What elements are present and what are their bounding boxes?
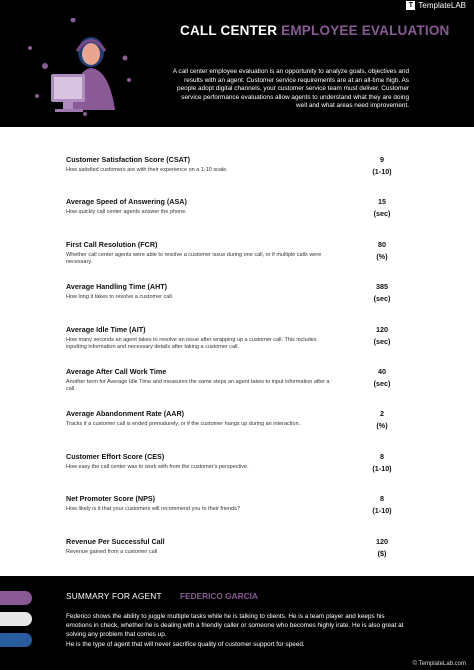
metric-description: How easy the call center was to work with from the customer's perspective. bbox=[66, 464, 249, 470]
footer-credit: © TemplateLab.com bbox=[412, 661, 466, 667]
metric-unit: (%) bbox=[376, 421, 388, 430]
metric-name: Customer Effort Score (CES) bbox=[66, 452, 165, 461]
brand-logo bbox=[406, 1, 466, 10]
metric-name: Average Idle Time (AIT) bbox=[66, 325, 146, 334]
brand-icon: T bbox=[406, 1, 415, 10]
metric-value: 40 bbox=[378, 367, 386, 376]
metric-unit: (1-10) bbox=[372, 464, 392, 473]
headset-agent-illustration bbox=[25, 18, 135, 118]
metric-name: Average Handling Time (AHT) bbox=[66, 282, 168, 291]
metric-description: Whether call center agents were able to resolve a customer issue during one call, or if multiple calls were necessary. bbox=[66, 252, 322, 265]
metric-name: Revenue Per Successful Call bbox=[66, 537, 165, 546]
tab-gray bbox=[0, 612, 32, 626]
summary-label: SUMMARY FOR AGENT bbox=[66, 591, 162, 601]
metric-value: 80 bbox=[378, 240, 386, 249]
title-part-2: EMPLOYEE EVALUATION bbox=[281, 23, 450, 38]
metric-unit: (sec) bbox=[373, 337, 391, 346]
metric-unit: (sec) bbox=[373, 379, 391, 388]
metric-description: How likely is it that your customers will recommend you to their friends? bbox=[66, 506, 240, 512]
metric-value: 8 bbox=[380, 494, 384, 503]
metric-description: How quickly call center agents answer the phone. bbox=[66, 209, 187, 215]
summary-text: Federico shows the ability to juggle multiple tasks while he is talking to clients. He is a team player and keeps his emotions in check, whether he is dealing with a friendly caller or someone who becomes highly irate. He is also great at solving any problem that comes up. He is the type of agent that will never sacrifice quality of customer support for speed. bbox=[66, 613, 404, 648]
brand-name: TemplateLAB bbox=[418, 1, 466, 10]
tab-blue bbox=[0, 633, 32, 647]
header bbox=[0, 0, 474, 127]
metric-description: Tracks if a customer call is ended prematurely, or if the customer hangs up during an interaction. bbox=[66, 421, 301, 427]
metric-unit: (sec) bbox=[373, 294, 391, 303]
metric-unit: (%) bbox=[376, 252, 388, 261]
metric-value: 2 bbox=[380, 409, 384, 418]
metric-value: 9 bbox=[380, 155, 384, 164]
metric-value: 385 bbox=[376, 282, 388, 291]
metric-name: First Call Resolution (FCR) bbox=[66, 240, 158, 249]
metric-value: 8 bbox=[380, 452, 384, 461]
metric-description: How many seconds an agent takes to resolve an issue after wrapping up a customer call. This includes inputting information and necessary details after taking a customer call. bbox=[66, 337, 317, 350]
tab-purple bbox=[0, 591, 32, 605]
metric-name: Average Abandonment Rate (AAR) bbox=[66, 409, 185, 418]
metric-value: 120 bbox=[376, 325, 388, 334]
metric-description: Revenue gained from a customer call bbox=[66, 549, 158, 555]
intro-text: A call center employee evaluation is an opportunity to analyze goals, objectives and results with an agent. Customer service requirements are at an all-time high. As people adopt digital channels, your customer service team must deliver. Customer service performance evaluations allow agents to understand what they are doing well and what areas need improvement. bbox=[172, 68, 409, 110]
metric-name: Customer Satisfaction Score (CSAT) bbox=[66, 155, 191, 164]
metric-unit: (sec) bbox=[373, 209, 391, 218]
metric-value: 15 bbox=[378, 197, 386, 206]
metric-unit: (1-10) bbox=[372, 506, 392, 515]
metric-description: How satisfied customers are with their experience on a 1-10 scale. bbox=[66, 167, 228, 173]
metric-name: Net Promoter Score (NPS) bbox=[66, 494, 156, 503]
metric-unit: (1-10) bbox=[372, 167, 392, 176]
summary-section bbox=[0, 576, 474, 670]
metric-name: Average After Call Work Time bbox=[66, 367, 167, 376]
metric-unit: ($) bbox=[377, 549, 387, 558]
page-title bbox=[180, 23, 449, 38]
metric-description: How long it takes to resolve a customer call. bbox=[66, 294, 174, 300]
metric-name: Average Speed of Answering (ASA) bbox=[66, 197, 187, 206]
metric-description: Another term for Average Idle Time and measures the same steps an agent takes to input information after a call. bbox=[66, 379, 330, 392]
metric-value: 120 bbox=[376, 537, 388, 546]
agent-name: FEDERICO GARCIA bbox=[180, 591, 258, 601]
title-part-1: CALL CENTER bbox=[180, 23, 278, 38]
